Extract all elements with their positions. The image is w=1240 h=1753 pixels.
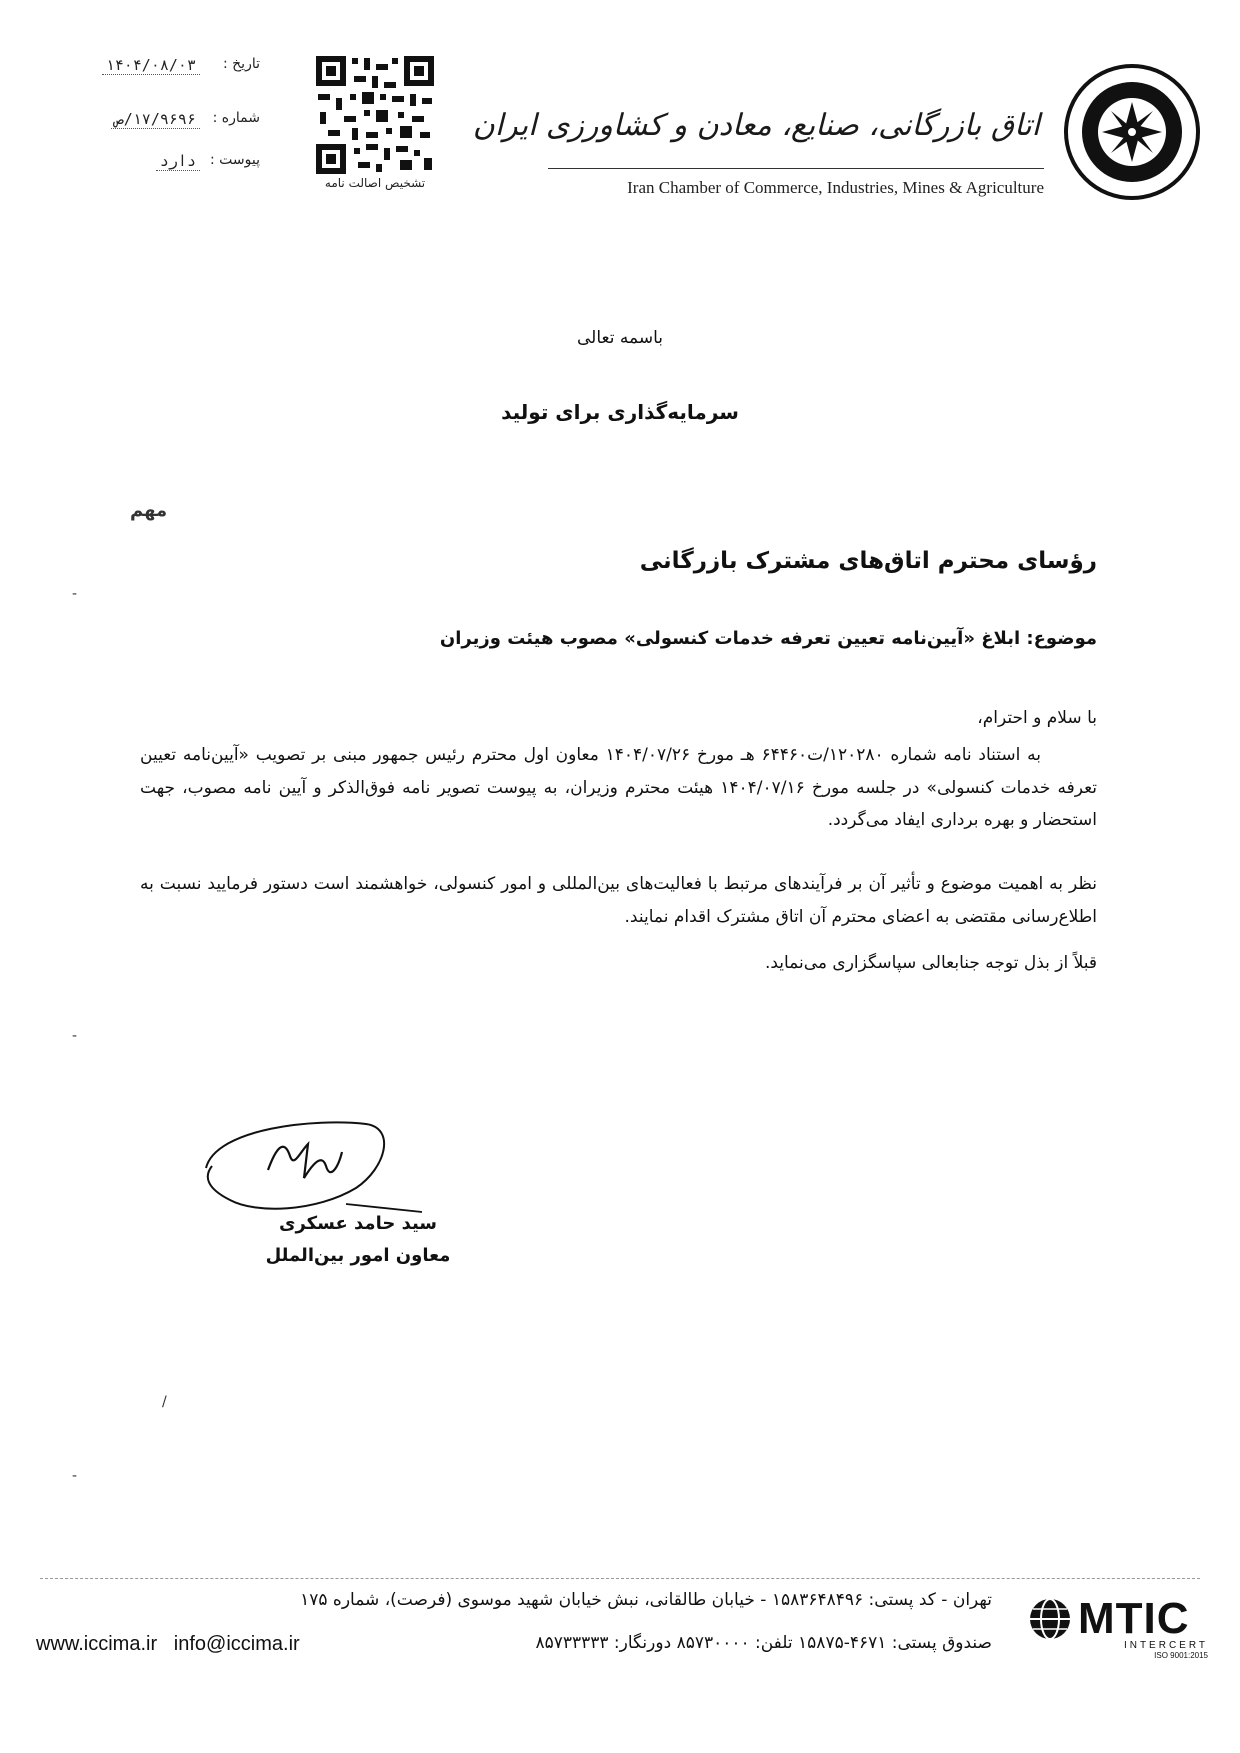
date-field	[40, 56, 260, 75]
email-link[interactable]: info@iccima.ir	[173, 1633, 300, 1655]
globe-icon	[1028, 1597, 1072, 1641]
margin-mark: ‐	[72, 1028, 78, 1044]
signer-name: سید حامد عسکری	[278, 1213, 438, 1234]
greeting: با سلام و احترام،	[977, 708, 1097, 728]
certification-logo	[1028, 1594, 1208, 1664]
number-value: ۱۷/۹۶۹۶/ص	[111, 110, 200, 129]
subject-line: موضوع: ابلاغ «آیین‌نامه تعیین تعرفه خدمات کنسولی» مصوب هیئت وزیران	[439, 628, 1097, 649]
margin-mark: ‐	[72, 586, 78, 602]
body-paragraph-1: به استناد نامه شماره ۱۲۰۲۸۰/ت۶۴۴۶۰ هـ مورخ ۱۴۰۴/۰۷/۲۶ معاون اول محترم رئیس جمهور مبنی بر تصویب «آیین‌نامه تعیین تعرفه خدمات کنسولی» در جلسه مورخ ۱۴۰۴/۰۷/۱۶ هیئت محترم وزیران، به پیوست تصویر نامه فوق‌الذکر و آیین نامه مصوب، جهت استحضار و بهره برداری ایفاد می‌گردد.	[140, 745, 1098, 830]
footer-contacts: صندوق پستی: ۴۶۷۱-۱۵۸۷۵ تلفن: ۸۵۷۳۰۰۰۰ دورنگار: ۸۵۷۳۳۳۳۳	[535, 1633, 992, 1653]
cert-subtitle: INTERCERT	[1123, 1640, 1208, 1651]
attachment-label: پیوست :	[210, 152, 260, 168]
signature-block	[240, 1208, 476, 1272]
chamber-emblem-icon	[1062, 62, 1202, 202]
cert-iso: ISO 9001:2015	[1154, 1651, 1208, 1660]
slogan: سرمایه‌گذاری برای تولید	[501, 400, 739, 424]
body-paragraph-2: نظر به اهمیت موضوع و تأثیر آن بر فرآیندهای مرتبط با فعالیت‌های بین‌المللی و امور کنسولی، خواهشمند است دستور فرمایید نسبت به اطلاع‌رسانی مقتضی به اعضای محترم آن اتاق مشترک اقدام نمایند.	[140, 874, 1097, 927]
attachment-value: دارد	[156, 152, 200, 171]
signature-scribble	[196, 1108, 426, 1218]
organization-name-persian: اتاق بازرگانی، صنایع، معادن و کشاورزی ایران	[472, 108, 1040, 143]
margin-mark: /	[162, 1394, 167, 1410]
authenticity-qr-code[interactable]	[314, 54, 436, 176]
handwritten-signature-icon	[196, 1108, 426, 1218]
chamber-logo	[1062, 62, 1202, 202]
cert-brand: MTIC	[1078, 1594, 1190, 1643]
margin-mark: ‐	[72, 1468, 78, 1484]
addressee: رؤسای محترم اتاق‌های مشترک بازرگانی	[639, 548, 1097, 574]
date-label: تاریخ :	[222, 56, 260, 72]
qr-caption: تشخیص اصالت نامه	[324, 176, 426, 190]
number-field	[40, 110, 260, 129]
signer-title: معاون امور بین‌الملل	[265, 1245, 451, 1266]
website-link[interactable]: www.iccima.ir	[36, 1633, 158, 1655]
priority-marker: مهم	[130, 500, 168, 521]
footer-rule	[40, 1578, 1200, 1579]
number-label: شماره :	[212, 110, 260, 126]
footer-address: تهران - کد پستی: ۱۵۸۳۶۴۸۴۹۶ - خیابان طالقانی، نبش خیابان شهید موسوی (فرصت)، شماره ۱۷۵	[300, 1590, 992, 1610]
body-paragraph-3: قبلاً از بذل توجه جنابعالی سپاسگزاری می‌نماید.	[764, 953, 1097, 973]
footer-web-links	[36, 1633, 300, 1656]
attachment-field	[40, 152, 260, 171]
organization-name-english: Iran Chamber of Commerce, Industries, Mines & Agriculture	[627, 178, 1044, 197]
header-rule	[548, 168, 1044, 169]
qr-code-icon	[314, 54, 436, 176]
date-value: ۱۴۰۴/۰۸/۰۳	[102, 56, 200, 75]
invocation: باسمه تعالی	[577, 328, 663, 348]
